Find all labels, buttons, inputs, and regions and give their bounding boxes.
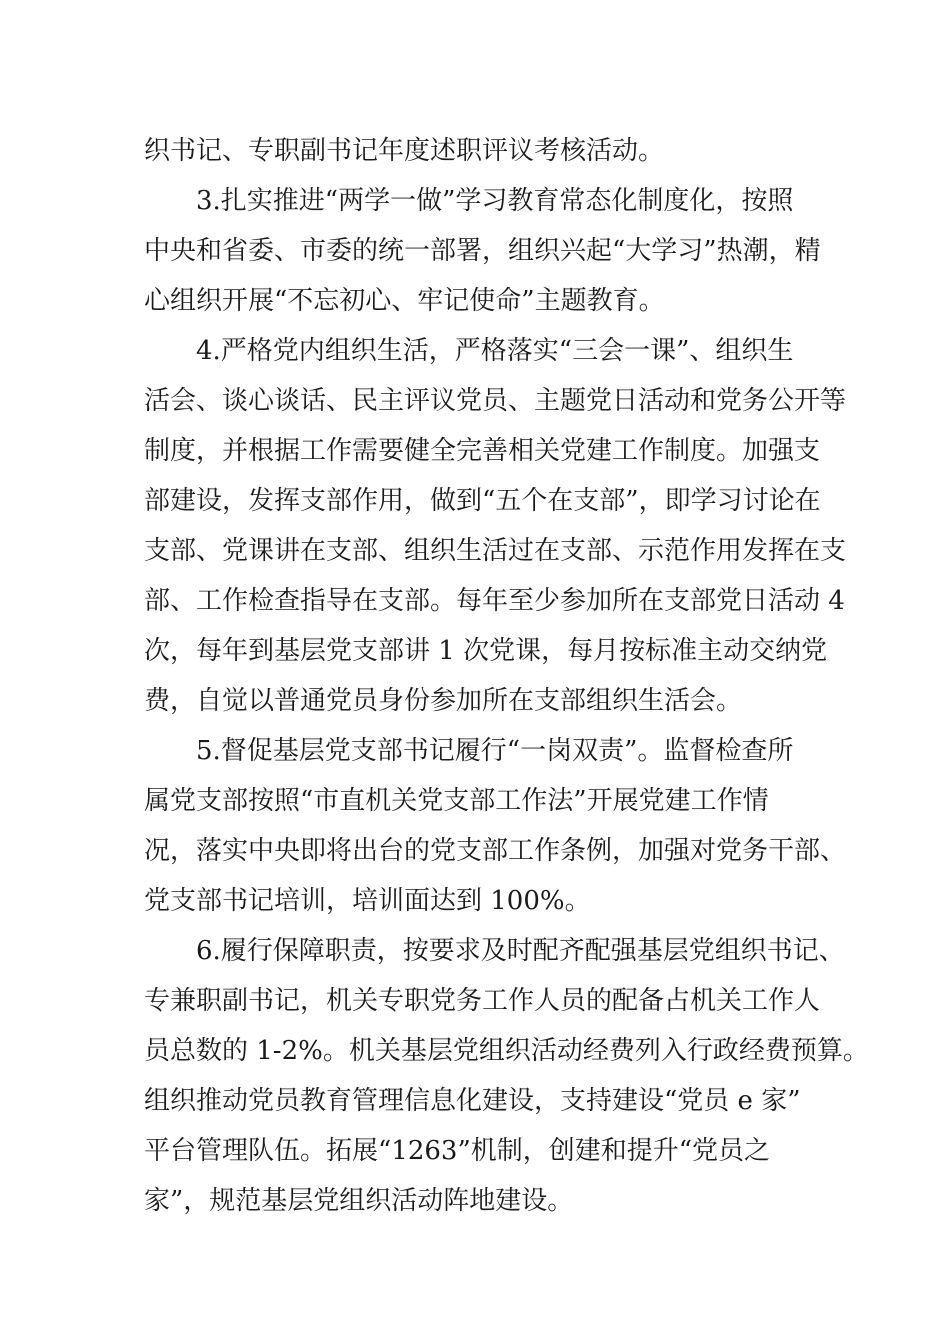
text-line-13: 5.督促基层党支部书记履行“一岗双责”。监督检查所 bbox=[196, 736, 794, 766]
text-line-1: 织书记、专职副书记年度述职评议考核活动。 bbox=[144, 136, 665, 166]
text-line-9: 支部、党课讲在支部、组织生活过在支部、示范作用发挥在支 bbox=[144, 536, 847, 566]
text-line-2: 3.扎实推进“两学一做”学习教育常态化制度化，按照 bbox=[196, 186, 794, 216]
text-line-20: 组织推动党员教育管理信息化建设，支持建设“党员 e 家” bbox=[144, 1086, 801, 1116]
text-line-16: 党支部书记培训，培训面达到 100%。 bbox=[144, 886, 591, 916]
text-line-22: 家”，规范基层党组织活动阵地建设。 bbox=[144, 1186, 574, 1216]
text-line-14: 属党支部按照“市直机关党支部工作法”开展党建工作情 bbox=[144, 786, 769, 816]
text-line-8: 部建设，发挥支部作用，做到“五个在支部”，即学习讨论在 bbox=[144, 486, 821, 516]
text-line-6: 活会、谈心谈话、民主评议党员、主题党日活动和党务公开等 bbox=[144, 386, 847, 416]
text-line-17: 6.履行保障职责，按要求及时配齐配强基层党组织书记、 bbox=[196, 936, 845, 966]
text-line-11: 次，每年到基层党支部讲 1 次党课，每月按标准主动交纳党 bbox=[144, 636, 828, 666]
text-line-12: 费，自觉以普通党员身份参加所在支部组织生活会。 bbox=[144, 686, 743, 716]
text-line-21: 平台管理队伍。拓展“1263”机制，创建和提升“党员之 bbox=[144, 1136, 771, 1166]
text-line-7: 制度，并根据工作需要健全完善相关党建工作制度。加强支 bbox=[144, 436, 821, 466]
text-line-4: 心组织开展“不忘初心、牢记使命”主题教育。 bbox=[144, 286, 665, 316]
text-line-15: 况，落实中央即将出台的党支部工作条例，加强对党务干部、 bbox=[144, 836, 847, 866]
text-line-19: 员总数的 1-2%。机关基层党组织活动经费列入行政经费预算。 bbox=[144, 1036, 869, 1066]
text-line-3: 中央和省委、市委的统一部署，组织兴起“大学习”热潮，精 bbox=[144, 236, 821, 266]
text-line-5: 4.严格党内组织生活，严格落实“三会一课”、组织生 bbox=[196, 336, 794, 366]
text-line-10: 部、工作检查指导在支部。每年至少参加所在支部党日活动 4 bbox=[144, 586, 845, 616]
text-line-18: 专兼职副书记，机关专职党务工作人员的配备占机关工作人 bbox=[144, 986, 821, 1016]
